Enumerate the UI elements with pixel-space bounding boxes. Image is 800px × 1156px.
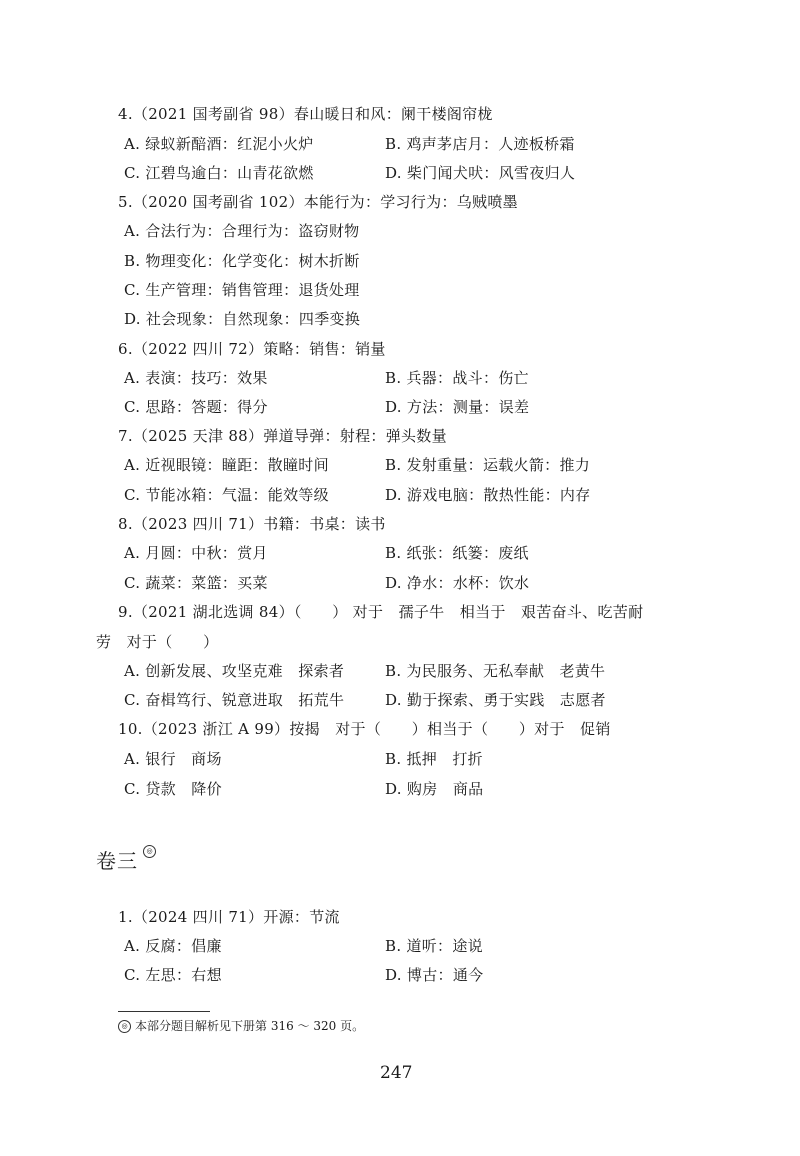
question-5-option-a: A. 合法行为：合理行为：盗窃财物 <box>124 222 360 240</box>
question-7-option-d: D. 游戏电脑：散热性能：内存 <box>385 486 591 504</box>
question-6-stem: 6.（2022 四川 72）策略：销售：销量 <box>118 340 386 358</box>
question-9-stem-line2: 劳 对于（ ） <box>96 633 219 651</box>
question-9-option-c: C. 奋楫笃行、锐意进取 拓荒牛 <box>124 691 345 709</box>
question-4-option-c: C. 江碧鸟逾白：山青花欲燃 <box>124 164 314 182</box>
question-10-option-d: D. 购房 商品 <box>385 780 484 798</box>
question-6-option-a: A. 表演：技巧：效果 <box>124 369 268 387</box>
question-8-option-b: B. 纸张：纸篓：废纸 <box>385 544 529 562</box>
section3-question-1-option-a: A. 反腐：倡廉 <box>124 937 222 955</box>
question-6-option-c: C. 思路：答题：得分 <box>124 398 268 416</box>
question-10-option-a: A. 银行 商场 <box>124 750 222 768</box>
question-5-option-d: D. 社会现象：自然现象：四季变换 <box>124 310 361 328</box>
question-9-option-a: A. 创新发展、攻坚克难 探索者 <box>124 662 345 680</box>
question-4-option-a: A. 绿蚁新醅酒：红泥小火炉 <box>124 135 314 153</box>
question-10-stem: 10.（2023 浙江 A 99）按揭 对于（ ）相当于（ ）对于 促销 <box>118 720 611 738</box>
question-9-option-b: B. 为民服务、无私奉献 老黄牛 <box>385 662 606 680</box>
question-8-option-c: C. 蔬菜：菜篮：买菜 <box>124 574 268 592</box>
question-6-option-b: B. 兵器：战斗：伤亡 <box>385 369 529 387</box>
question-5-option-c: C. 生产管理：销售管理：退货处理 <box>124 281 360 299</box>
footnote-text: 本部分题目解析见下册第 316 ～ 320 页。 <box>135 1019 365 1033</box>
question-9-stem-line1: 9.（2021 湖北选调 84）（ ） 对于 孺子牛 相当于 艰苦奋斗、吃苦耐 <box>118 603 644 621</box>
question-8-option-a: A. 月圆：中秋：赏月 <box>124 544 268 562</box>
question-8-stem: 8.（2023 四川 71）书籍：书桌：读书 <box>118 515 386 533</box>
question-5-option-b: B. 物理变化：化学变化：树木折断 <box>124 252 360 270</box>
section3-question-1-option-c: C. 左思：右想 <box>124 966 222 984</box>
footnote-reference-mark: ◎ <box>143 845 156 858</box>
question-4-stem: 4.（2021 国考副省 98）春山暖日和风：阑干楼阁帘栊 <box>118 105 493 123</box>
question-10-option-b: B. 抵押 打折 <box>385 750 483 768</box>
footnote <box>118 1017 364 1035</box>
question-7-stem: 7.（2025 天津 88）弹道导弹：射程：弹头数量 <box>118 427 447 445</box>
page-number: 247 <box>380 1063 413 1083</box>
question-7-option-a: A. 近视眼镜：瞳距：散瞳时间 <box>124 456 329 474</box>
footnote-mark: ◎ <box>118 1020 131 1033</box>
question-5-stem: 5.（2020 国考副省 102）本能行为：学习行为：乌贼喷墨 <box>118 193 518 211</box>
question-4-option-b: B. 鸡声茅店月：人迹板桥霜 <box>385 135 575 153</box>
question-4-option-d: D. 柴门闻犬吠：风雪夜归人 <box>385 164 576 182</box>
question-8-option-d: D. 净水：水杯：饮水 <box>385 574 530 592</box>
section3-question-1-option-b: B. 道听：途说 <box>385 937 483 955</box>
question-6-option-d: D. 方法：测量：误差 <box>385 398 530 416</box>
question-10-option-c: C. 贷款 降价 <box>124 780 222 798</box>
question-9-option-d: D. 勤于探索、勇于实践 志愿者 <box>385 691 606 709</box>
section-title: 卷三 <box>96 849 138 873</box>
section3-question-1-option-d: D. 博古：通今 <box>385 966 484 984</box>
section3-question-1-stem: 1.（2024 四川 71）开源：节流 <box>118 908 340 926</box>
question-7-option-c: C. 节能冰箱：气温：能效等级 <box>124 486 329 504</box>
question-7-option-b: B. 发射重量：运载火箭：推力 <box>385 456 591 474</box>
footnote-divider <box>118 1011 210 1012</box>
